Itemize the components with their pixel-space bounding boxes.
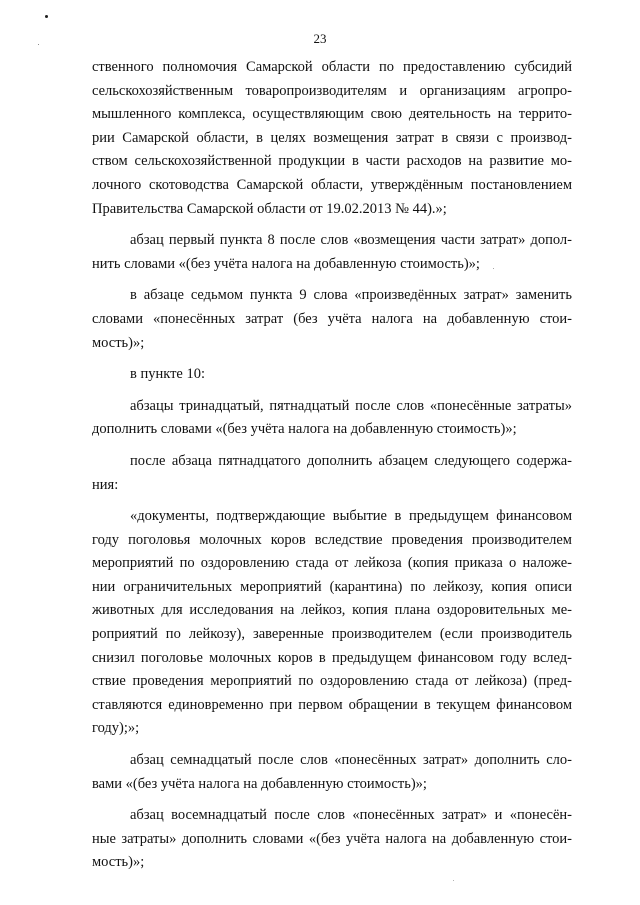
text-line: абзац первый пункта 8 после слов «возмещения части затрат» допол- — [130, 232, 572, 249]
text-line: мероприятий по оздоровлению стада от лейкоза (копия приказа о наложе- — [92, 555, 572, 572]
text-line: в абзаце седьмом пункта 9 слова «произведённых затрат» заменить — [130, 287, 572, 304]
text-line: абзац семнадцатый после слов «понесённых затрат» дополнить сло- — [130, 752, 572, 769]
text-line: мышленного комплекса, осуществляющим свою деятельность на террито- — [92, 106, 572, 123]
text-line: сельскохозяйственным товаропроизводителям и организациям агропро- — [92, 82, 572, 99]
text-line: году);»; — [92, 720, 140, 737]
text-line: роприятий по лейкозу), заверенные производителем (если производитель — [92, 626, 572, 643]
text-line: Правительства Самарской области от 19.02.2013 № 44).»; — [92, 200, 447, 217]
text-line: дополнить словами «(без учёта налога на добавленную стоимость)»; — [92, 421, 517, 438]
scan-speck — [453, 880, 454, 881]
paragraph-item-9 — [92, 284, 572, 355]
text-line: ствие проведения мероприятий по оздоровлению стада от лейкоза) (пред- — [92, 673, 572, 690]
scan-speck — [45, 15, 48, 18]
text-line: словами «понесённых затрат (без учёта налога на добавленную стои- — [92, 310, 572, 327]
paragraph-continuation — [92, 56, 572, 221]
text-line: вами «(без учёта налога на добавленную стоимость)»; — [92, 775, 427, 792]
paragraph-item-10 — [92, 363, 572, 387]
text-line: «документы, подтверждающие выбытие в предыдущем финансовом — [130, 508, 572, 525]
paragraph-item-10-17 — [92, 749, 572, 796]
text-line: мость)»; — [92, 334, 145, 351]
text-line: снизил поголовье молочных коров в предыдущем финансовом году вслед- — [92, 649, 572, 666]
text-line: абзацы тринадцатый, пятнадцатый после слов «понесённые затраты» — [130, 397, 572, 414]
text-line: ставляются единовременно при первом обращении в текущем финансовом — [92, 696, 572, 713]
text-line: в пункте 10: — [130, 366, 206, 383]
paragraph-item-10-18 — [92, 804, 572, 875]
paragraph-item-10-after-15 — [92, 450, 572, 497]
paragraph-quote-documents — [92, 505, 572, 741]
page-number: 23 — [313, 31, 327, 46]
text-line: животных для исследования на лейкоз, копия плана оздоровительных ме- — [92, 602, 572, 619]
text-line: ством сельскохозяйственной продукции в части расходов на развитие мо- — [92, 153, 572, 170]
text-line: нии ограничительных мероприятий (карантина) по лейкозу, копия описи — [92, 578, 572, 595]
text-line: мость)»; — [92, 854, 145, 871]
text-line: ния: — [92, 476, 119, 493]
text-line: рии Самарской области, в целях возмещения затрат в связи с производ- — [92, 129, 572, 146]
paragraph-item-10-13-15 — [92, 395, 572, 442]
text-line: абзац восемнадцатый после слов «понесённых затрат» и «понесён- — [130, 807, 572, 824]
text-line: году поголовья молочных коров вследствие проведения производителем — [92, 531, 572, 548]
text-line: лочного скотоводства Самарской области, утверждённым постановлением — [92, 176, 572, 193]
document-body — [92, 56, 572, 875]
text-line: ные затраты» дополнить словами «(без учёта налога на добавленную стои- — [92, 830, 572, 847]
paragraph-item-8 — [92, 229, 572, 276]
text-line: ственного полномочия Самарской области по предоставлению субсидий — [92, 59, 572, 75]
text-line: после абзаца пятнадцатого дополнить абзацем следующего содержа- — [130, 452, 572, 469]
text-line: нить словами «(без учёта налога на добавленную стоимость)»; — [92, 255, 480, 272]
